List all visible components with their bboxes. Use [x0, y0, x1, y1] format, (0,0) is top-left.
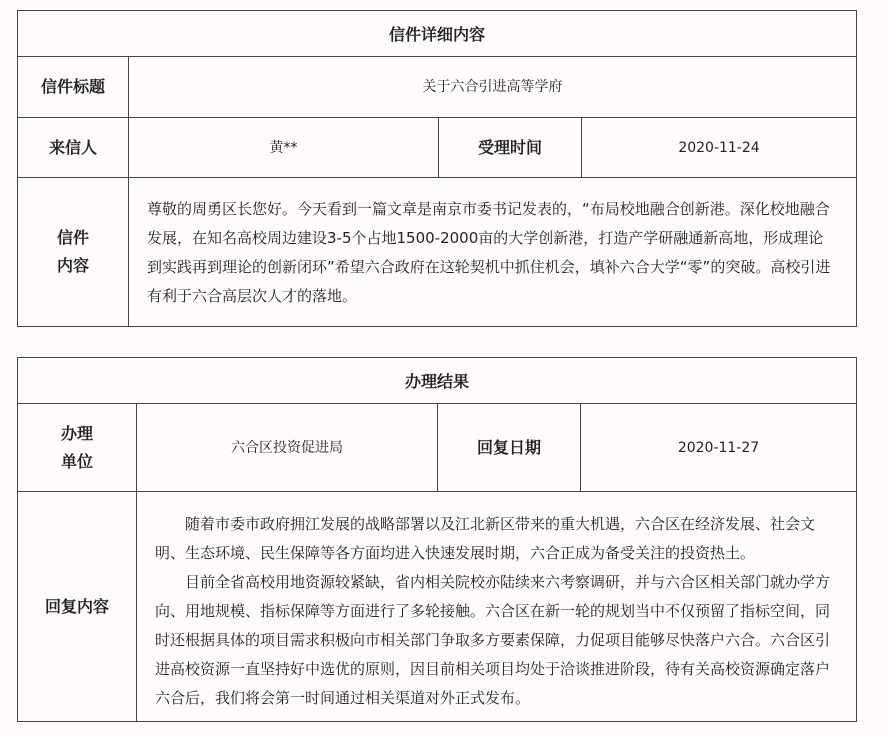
- letter-detail-panel: [17, 10, 857, 327]
- reply-paragraph-1: 随着市委市政府拥江发展的战略部署以及江北新区带来的重大机遇，六合区在经济发展、社会文明、生态环境、民生保障等各方面均进入快速发展时期，六合正成为备受关注的投资热土。: [155, 515, 816, 562]
- letter-title-label: 信件标题: [40, 77, 105, 96]
- letter-content-row: [18, 177, 856, 326]
- reply-date-label: 回复日期: [437, 404, 580, 491]
- accept-time-value: 2020-11-24: [581, 118, 856, 177]
- unit-label: [18, 404, 136, 491]
- letter-title-row: [18, 56, 856, 117]
- letter-sender-row: [18, 117, 856, 177]
- reply-paragraph-2: 目前全省高校用地资源较紧缺，省内相关院校亦陆续来六考察调研，并与六合区相关部门就办学方向、用地规模、指标保障等方面进行了多轮接触。六合区在新一轮的规划当中不仅预留了指标空间，同时还根据具体的项目需求积极向市相关部门争取多方要素保障，力促项目能够尽快落户六合。六合区引进高校资源一直坚持好中选优的原则，因目前相关项目均处于洽谈推进阶段，待有关高校资源确定落户六合后，我们将会第一时间通过相关渠道对外正式发布。: [155, 573, 831, 707]
- letter-title-value: 关于六合引进高等学府: [128, 57, 856, 117]
- result-panel: [17, 357, 857, 722]
- content-label-line2: 内容: [56, 256, 89, 275]
- reply-date-value: 2020-11-27: [580, 404, 856, 491]
- sender-value: 黄**: [128, 118, 438, 177]
- reply-content-row: [18, 491, 856, 721]
- reply-content: [136, 492, 856, 721]
- content-label-line1: 信件: [56, 228, 89, 247]
- letter-content-text: 尊敬的周勇区长您好。今天看到一篇文章是南京市委书记发表的，“布局校地融合创新港。深化校地融合发展，在知名高校周边建设3-5个占地1500-2000亩的大学创新港，打造产学研融通新高地，形成理论到实践再到理论的创新闭环”希望六合政府在这轮契机中抓住机会，填补六合大学“零”的突破。高校引进有利于六合高层次人才的落地。: [128, 178, 856, 326]
- letter-section-title: 信件详细内容: [388, 25, 485, 44]
- unit-value: 六合区投资促进局: [136, 404, 437, 491]
- result-section-title: 办理结果: [404, 372, 469, 391]
- unit-label-line2: 单位: [60, 451, 93, 471]
- accept-time-label: 受理时间: [438, 118, 581, 177]
- content-label: [18, 178, 128, 326]
- reply-label: 回复内容: [44, 596, 109, 616]
- sender-label: 来信人: [48, 137, 97, 157]
- result-unit-row: [18, 403, 856, 491]
- unit-label-line1: 办理: [60, 423, 93, 443]
